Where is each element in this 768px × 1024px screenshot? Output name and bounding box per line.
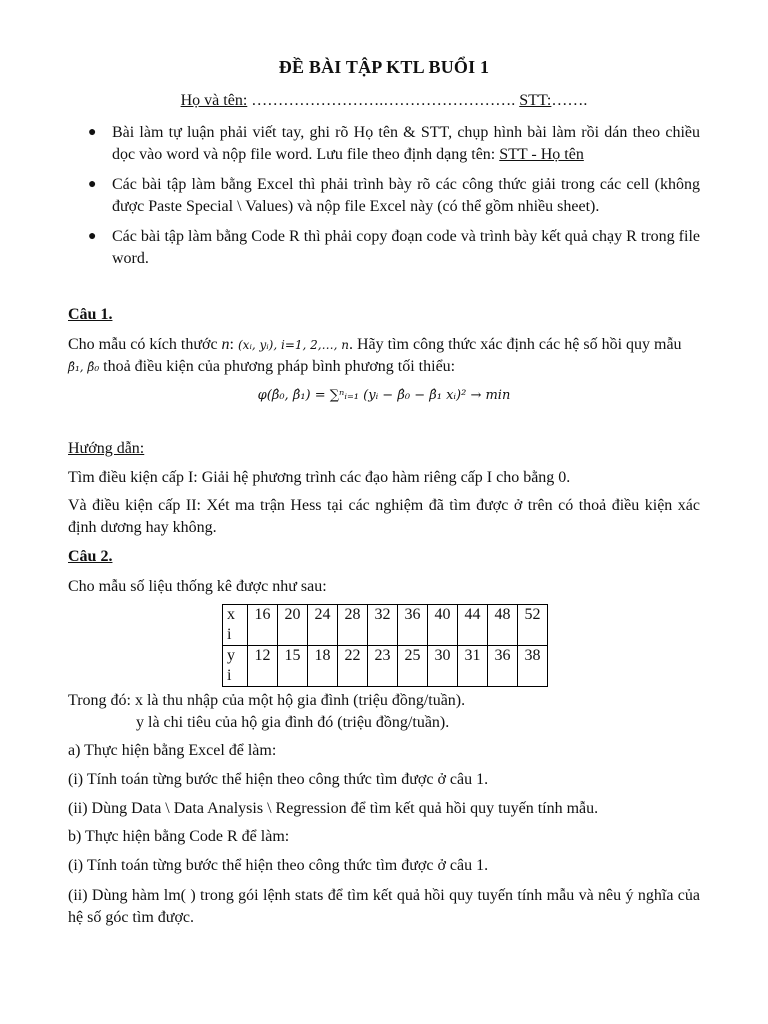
least-squares-formula: φ(β̂₀, β̂₁) = ∑ⁿᵢ₌₁ (yᵢ − β̂₀ − β̂₁ xᵢ)² → min — [257, 388, 511, 403]
y-label: y — [227, 647, 235, 664]
guide-line-2: Và điều kiện cấp II: Xét ma trận Hess tại các nghiệm đã tìm được ở trên có thoả điều kiện xác định dương hay không. — [68, 497, 700, 536]
stt-dots: ……. — [551, 92, 588, 109]
cau1-n: n — [221, 336, 230, 353]
instruction-text: Bài làm tự luận phải viết tay, ghi rõ Họ tên & STT, chụp hình bài làm rồi dán theo chiều dọc vào word và nộp file word. Lưu file theo định dạng tên: — [112, 124, 700, 163]
table-cell: 52 — [518, 605, 548, 646]
cau1-intro-a: Cho mẫu có kích thước — [68, 336, 222, 353]
cau1-intro-c: thoả điều kiện của phương pháp bình phương tối thiểu: — [99, 358, 456, 375]
bullet-icon: ● — [88, 229, 97, 244]
bullet-icon: ● — [88, 177, 97, 192]
cau2-intro: Cho mẫu số liệu thống kê được như sau: — [68, 578, 327, 595]
data-table — [222, 604, 548, 687]
table-cell: 36 — [398, 605, 428, 646]
instruction-item — [68, 174, 700, 218]
y-label-cell — [223, 646, 248, 687]
cau1-intro-b: . Hãy tìm công thức xác định các hệ số hồi quy mẫu — [348, 336, 682, 353]
cau1-heading: Câu 1. — [68, 306, 113, 323]
part-a: a) Thực hiện bằng Excel để làm: — [68, 742, 277, 759]
table-cell: 22 — [338, 646, 368, 687]
table-row-y — [223, 646, 548, 687]
instruction-item — [68, 226, 700, 270]
part-a-i: (i) Tính toán từng bước thể hiện theo công thức tìm được ở câu 1. — [68, 771, 489, 788]
table-cell: 32 — [368, 605, 398, 646]
name-label: Họ và tên: — [180, 92, 248, 109]
x-label: x — [227, 606, 235, 623]
instruction-text: Các bài tập làm bằng Code R thì phải copy đoạn code và trình bày kết quả chạy R trong file word. — [112, 228, 700, 267]
table-cell: 20 — [278, 605, 308, 646]
sample-math: (xᵢ, yᵢ), i=1, 2,…, n — [238, 338, 349, 352]
part-a-ii: (ii) Dùng Data \ Data Analysis \ Regression để tìm kết quả hồi quy tuyến tính mẫu. — [68, 800, 599, 817]
stt-label: STT: — [519, 92, 552, 109]
bullet-icon: ● — [88, 125, 97, 140]
table-cell: 44 — [458, 605, 488, 646]
part-b-ii: (ii) Dùng hàm lm( ) trong gói lệnh stats để tìm kết quả hồi quy tuyến tính mẫu và nêu ý nghĩa của hệ số góc tìm được. — [68, 887, 700, 926]
table-cell: 24 — [308, 605, 338, 646]
part-b-i: (i) Tính toán từng bước thể hiện theo công thức tìm được ở câu 1. — [68, 857, 489, 874]
table-cell: 31 — [458, 646, 488, 687]
name-dots: …………………….……………………. — [247, 92, 520, 109]
instruction-list — [68, 122, 700, 278]
table-cell: 36 — [488, 646, 518, 687]
table-cell: 16 — [248, 605, 278, 646]
table-cell: 38 — [518, 646, 548, 687]
y-subscript: i — [227, 667, 232, 684]
cau2-heading: Câu 2. — [68, 548, 113, 565]
where-line-1: Trong đó: x là thu nhập của một hộ gia đình (triệu đồng/tuần). — [68, 692, 466, 709]
page-title: ĐỀ BÀI TẬP KTL BUỔI 1 — [278, 57, 490, 77]
table-cell: 12 — [248, 646, 278, 687]
x-subscript: i — [227, 626, 232, 643]
table-cell: 30 — [428, 646, 458, 687]
guide-line-1: Tìm điều kiện cấp I: Giải hệ phương trình các đạo hàm riêng cấp I cho bằng 0. — [68, 469, 571, 486]
table-cell: 48 — [488, 605, 518, 646]
where-line-2: y là chi tiêu của hộ gia đình đó (triệu đồng/tuần). — [136, 714, 450, 731]
instruction-underlined: STT - Họ tên — [499, 146, 584, 163]
table-cell: 40 — [428, 605, 458, 646]
part-b: b) Thực hiện bằng Code R để làm: — [68, 828, 290, 845]
guide-heading: Hướng dẫn: — [68, 440, 145, 457]
x-label-cell — [223, 605, 248, 646]
betas-math: β̂₁, β̂₀ — [68, 360, 100, 374]
instruction-text: Các bài tập làm bằng Excel thì phải trình bày rõ các công thức giải trong các cell (không được Paste Special \ Values) và nộp file Excel này (có thể gồm nhiều sheet). — [112, 176, 700, 215]
name-line — [68, 92, 700, 110]
table-cell: 18 — [308, 646, 338, 687]
table-cell: 25 — [398, 646, 428, 687]
table-cell: 23 — [368, 646, 398, 687]
cau1-intro: Cho mẫu có kích thước n: (xᵢ, yᵢ), i=1, 2,…, n. Hãy tìm công thức xác định các hệ số hồi quy mẫu β̂₁, β̂₀ thoả điều kiện của phương pháp bình phương tối thiểu: — [68, 336, 682, 375]
table-cell: 15 — [278, 646, 308, 687]
table-row-x — [223, 605, 548, 646]
table-cell: 28 — [338, 605, 368, 646]
instruction-item — [68, 122, 700, 166]
